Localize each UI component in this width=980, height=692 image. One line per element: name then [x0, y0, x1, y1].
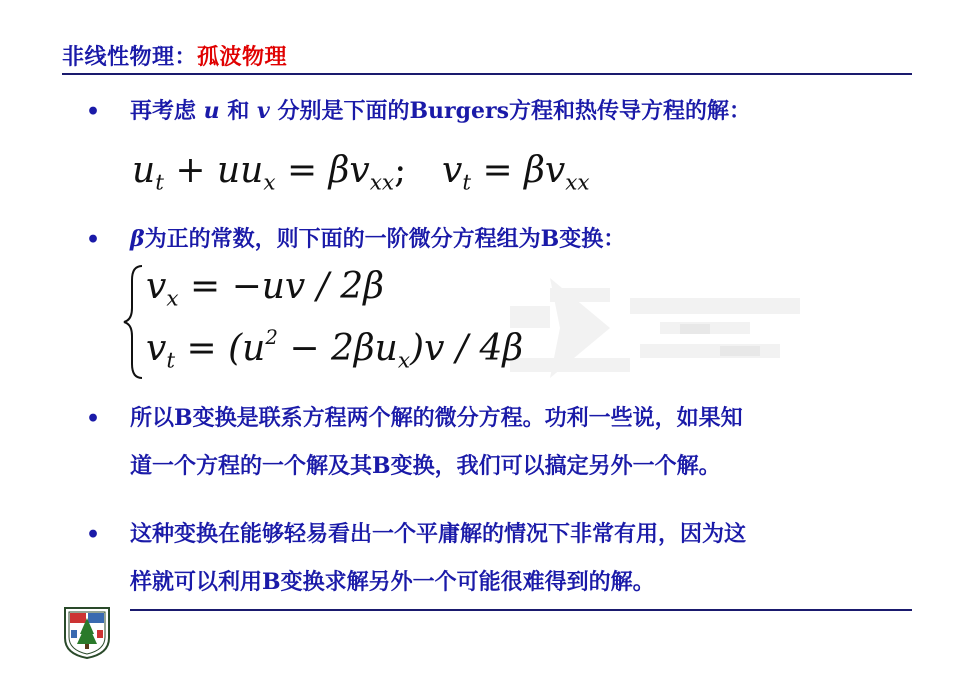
- bullet-2-text: β为正的常数，则下面的一阶微分方程组为B变换：: [130, 226, 626, 252]
- faded-watermark-graphic: [500, 258, 810, 384]
- title-divider: [62, 73, 912, 75]
- bullet-dot: •: [86, 406, 101, 432]
- bullet-4-line-2: 样就可以利用B变换求解另外一个可能很难得到的解。: [130, 569, 655, 595]
- footer-divider: [130, 609, 912, 611]
- system-equation-1: $v_x = -uv / 2\beta$: [146, 266, 385, 312]
- heat-equation: $v_t = \beta v_{xx}$: [442, 150, 590, 196]
- slide-title: [62, 40, 287, 71]
- bullet-3-line-1: 所以B变换是联系方程两个解的微分方程。功利一些说，如果知: [130, 405, 743, 431]
- system-equation-2: $v_t = (u^2 - 2\beta u_x)v / 4\beta$: [146, 326, 524, 374]
- title-highlight: 孤波物理: [197, 44, 288, 70]
- bullet-dot: •: [86, 522, 101, 548]
- system-brace-icon: [122, 262, 148, 382]
- university-seal-icon: [61, 604, 113, 660]
- bullet-1-text: 再考虑 u 和 v 分别是下面的Burgers方程和热传导方程的解：: [130, 98, 751, 124]
- title-prefix: 非线性物理：: [62, 44, 198, 70]
- bullet-4-line-1: 这种变换在能够轻易看出一个平庸解的情况下非常有用，因为这: [130, 521, 747, 547]
- bullet-dot: •: [86, 99, 101, 125]
- bullet-3-line-2: 道一个方程的一个解及其B变换，我们可以搞定另外一个解。: [130, 453, 721, 479]
- burgers-equation: $u_t + uu_x = \beta v_{xx}$;: [132, 150, 407, 196]
- bullet-dot: •: [86, 227, 101, 253]
